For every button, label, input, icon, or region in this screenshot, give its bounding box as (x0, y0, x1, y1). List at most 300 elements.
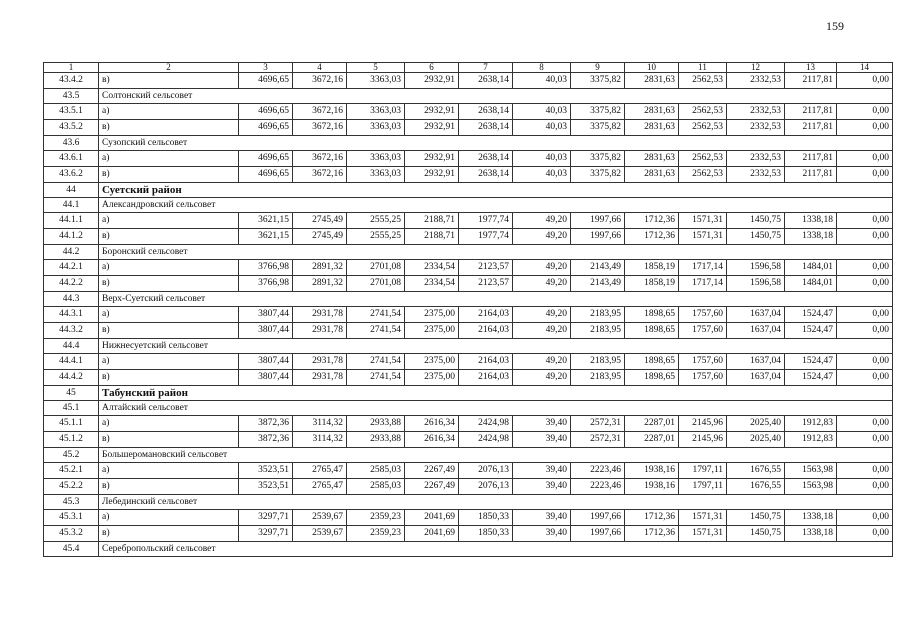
value-cell: 3523,51 (239, 479, 293, 495)
row-point: а) (99, 260, 239, 276)
value-cell: 2741,54 (347, 323, 405, 339)
value-cell: 3363,03 (347, 151, 405, 167)
district-name: Суетский район (99, 183, 893, 198)
council-name: Солтонский сельсовет (99, 89, 893, 104)
value-cell: 39,40 (513, 432, 571, 448)
value-cell: 39,40 (513, 416, 571, 432)
value-cell: 1712,36 (625, 526, 679, 542)
value-cell: 2143,49 (571, 260, 625, 276)
value-cell: 2143,49 (571, 276, 625, 292)
value-cell: 3375,82 (571, 104, 625, 120)
row-code: 43.5 (44, 89, 99, 104)
table-row (44, 416, 893, 432)
value-cell: 2931,78 (293, 323, 347, 339)
value-cell: 0,00 (837, 416, 893, 432)
value-cell: 0,00 (837, 307, 893, 323)
column-number-header: 14 (837, 63, 893, 73)
value-cell: 2332,53 (727, 73, 785, 89)
value-cell: 1797,11 (679, 479, 727, 495)
row-code: 45.1 (44, 401, 99, 416)
value-cell: 2183,95 (571, 307, 625, 323)
value-cell: 2359,23 (347, 510, 405, 526)
council-name: Алтайский сельсовет (99, 401, 893, 416)
table-row (44, 260, 893, 276)
row-code: 45 (44, 386, 99, 401)
value-cell: 2539,67 (293, 526, 347, 542)
value-cell: 2183,95 (571, 370, 625, 386)
table-row (44, 307, 893, 323)
value-cell: 2164,03 (459, 307, 513, 323)
value-cell: 40,03 (513, 73, 571, 89)
row-code: 44.2.2 (44, 276, 99, 292)
value-cell: 1637,04 (727, 323, 785, 339)
value-cell: 2332,53 (727, 151, 785, 167)
value-cell: 1850,33 (459, 510, 513, 526)
value-cell: 2638,14 (459, 151, 513, 167)
value-cell: 1850,33 (459, 526, 513, 542)
column-number-header: 1 (44, 63, 99, 73)
value-cell: 40,03 (513, 104, 571, 120)
value-cell: 1571,31 (679, 510, 727, 526)
value-cell: 2562,53 (679, 73, 727, 89)
value-cell: 0,00 (837, 276, 893, 292)
value-cell: 1977,74 (459, 213, 513, 229)
value-cell: 2117,81 (785, 73, 837, 89)
row-code: 43.5.1 (44, 104, 99, 120)
value-cell: 1571,31 (679, 229, 727, 245)
value-cell: 1938,16 (625, 463, 679, 479)
row-code: 45.1.2 (44, 432, 99, 448)
value-cell: 2123,57 (459, 276, 513, 292)
value-cell: 39,40 (513, 510, 571, 526)
row-point: а) (99, 104, 239, 120)
value-cell: 2931,78 (293, 370, 347, 386)
council-name: Нижнесуетский сельсовет (99, 339, 893, 354)
row-point: в) (99, 167, 239, 183)
value-cell: 2562,53 (679, 104, 727, 120)
column-number-header: 10 (625, 63, 679, 73)
value-cell: 2424,98 (459, 432, 513, 448)
value-cell: 2741,54 (347, 307, 405, 323)
value-cell: 2741,54 (347, 354, 405, 370)
council-row (44, 136, 893, 151)
value-cell: 2117,81 (785, 120, 837, 136)
row-code: 44.3.2 (44, 323, 99, 339)
row-point: а) (99, 307, 239, 323)
council-row (44, 245, 893, 260)
value-cell: 2638,14 (459, 73, 513, 89)
value-cell: 2164,03 (459, 354, 513, 370)
value-cell: 2562,53 (679, 151, 727, 167)
value-cell: 2701,08 (347, 260, 405, 276)
table-row (44, 463, 893, 479)
table-row (44, 510, 893, 526)
council-name: Верх-Суетский сельсовет (99, 292, 893, 307)
value-cell: 1524,47 (785, 307, 837, 323)
value-cell: 3872,36 (239, 432, 293, 448)
value-cell: 2332,53 (727, 104, 785, 120)
column-number-header: 9 (571, 63, 625, 73)
council-row (44, 401, 893, 416)
value-cell: 2076,13 (459, 463, 513, 479)
value-cell: 3807,44 (239, 323, 293, 339)
row-code: 44.3.1 (44, 307, 99, 323)
value-cell: 39,40 (513, 463, 571, 479)
row-point: а) (99, 463, 239, 479)
value-cell: 2123,57 (459, 260, 513, 276)
row-point: в) (99, 323, 239, 339)
value-cell: 2933,88 (347, 416, 405, 432)
value-cell: 3375,82 (571, 73, 625, 89)
column-number-header: 8 (513, 63, 571, 73)
value-cell: 3363,03 (347, 167, 405, 183)
value-cell: 2117,81 (785, 151, 837, 167)
value-cell: 1757,60 (679, 307, 727, 323)
value-cell: 1450,75 (727, 526, 785, 542)
column-number-header: 2 (99, 63, 239, 73)
value-cell: 1338,18 (785, 213, 837, 229)
column-number-header: 11 (679, 63, 727, 73)
value-cell: 1338,18 (785, 229, 837, 245)
council-row (44, 198, 893, 213)
value-cell: 3297,71 (239, 526, 293, 542)
value-cell: 1717,14 (679, 276, 727, 292)
value-cell: 40,03 (513, 167, 571, 183)
district-row (44, 183, 893, 198)
value-cell: 1637,04 (727, 307, 785, 323)
value-cell: 49,20 (513, 260, 571, 276)
value-cell: 1757,60 (679, 354, 727, 370)
value-cell: 0,00 (837, 104, 893, 120)
column-number-header: 4 (293, 63, 347, 73)
value-cell: 1563,98 (785, 479, 837, 495)
value-cell: 3672,16 (293, 73, 347, 89)
column-number-header: 3 (239, 63, 293, 73)
row-point: в) (99, 120, 239, 136)
council-row (44, 89, 893, 104)
value-cell: 2831,63 (625, 167, 679, 183)
value-cell: 1717,14 (679, 260, 727, 276)
value-cell: 2932,91 (405, 151, 459, 167)
value-cell: 2616,34 (405, 416, 459, 432)
value-cell: 1524,47 (785, 354, 837, 370)
value-cell: 0,00 (837, 73, 893, 89)
value-cell: 4696,65 (239, 120, 293, 136)
value-cell: 2741,54 (347, 370, 405, 386)
row-point: в) (99, 370, 239, 386)
value-cell: 2539,67 (293, 510, 347, 526)
row-code: 44.4.2 (44, 370, 99, 386)
value-cell: 3523,51 (239, 463, 293, 479)
value-cell: 1912,83 (785, 416, 837, 432)
row-point: в) (99, 432, 239, 448)
value-cell: 2765,47 (293, 463, 347, 479)
value-cell: 2562,53 (679, 167, 727, 183)
row-point: в) (99, 276, 239, 292)
value-cell: 3375,82 (571, 151, 625, 167)
value-cell: 1757,60 (679, 370, 727, 386)
value-cell: 2931,78 (293, 354, 347, 370)
table-row (44, 432, 893, 448)
value-cell: 1676,55 (727, 479, 785, 495)
value-cell: 3114,32 (293, 432, 347, 448)
table-row (44, 73, 893, 89)
row-code: 45.2.1 (44, 463, 99, 479)
value-cell: 4696,65 (239, 104, 293, 120)
value-cell: 2025,40 (727, 432, 785, 448)
value-cell: 3114,32 (293, 416, 347, 432)
value-cell: 1524,47 (785, 323, 837, 339)
value-cell: 1938,16 (625, 479, 679, 495)
row-code: 45.3.2 (44, 526, 99, 542)
value-cell: 1484,01 (785, 276, 837, 292)
table-row (44, 151, 893, 167)
value-cell: 1563,98 (785, 463, 837, 479)
row-code: 43.6.2 (44, 167, 99, 183)
value-cell: 49,20 (513, 276, 571, 292)
value-cell: 3363,03 (347, 120, 405, 136)
value-cell: 0,00 (837, 354, 893, 370)
council-row (44, 292, 893, 307)
row-point: а) (99, 151, 239, 167)
value-cell: 4696,65 (239, 151, 293, 167)
council-row (44, 339, 893, 354)
council-row (44, 495, 893, 510)
value-cell: 2183,95 (571, 354, 625, 370)
value-cell: 3672,16 (293, 167, 347, 183)
value-cell: 1450,75 (727, 510, 785, 526)
value-cell: 2891,32 (293, 260, 347, 276)
value-cell: 2638,14 (459, 120, 513, 136)
value-cell: 40,03 (513, 151, 571, 167)
council-name: Серебропольский сельсовет (99, 542, 893, 557)
value-cell: 2164,03 (459, 370, 513, 386)
row-point: в) (99, 229, 239, 245)
value-cell: 2223,46 (571, 463, 625, 479)
value-cell: 39,40 (513, 526, 571, 542)
value-cell: 2267,49 (405, 479, 459, 495)
value-cell: 2183,95 (571, 323, 625, 339)
value-cell: 2117,81 (785, 104, 837, 120)
value-cell: 0,00 (837, 260, 893, 276)
value-cell: 3621,15 (239, 229, 293, 245)
value-cell: 2831,63 (625, 120, 679, 136)
value-cell: 49,20 (513, 323, 571, 339)
value-cell: 2831,63 (625, 151, 679, 167)
value-cell: 2932,91 (405, 73, 459, 89)
value-cell: 2188,71 (405, 229, 459, 245)
value-cell: 1898,65 (625, 370, 679, 386)
value-cell: 2555,25 (347, 229, 405, 245)
value-cell: 2164,03 (459, 323, 513, 339)
council-row (44, 542, 893, 557)
value-cell: 1712,36 (625, 229, 679, 245)
council-name: Александровский сельсовет (99, 198, 893, 213)
table-row (44, 479, 893, 495)
value-cell: 1858,19 (625, 260, 679, 276)
value-cell: 1637,04 (727, 370, 785, 386)
value-cell: 49,20 (513, 213, 571, 229)
value-cell: 2931,78 (293, 307, 347, 323)
value-cell: 2332,53 (727, 167, 785, 183)
row-code: 45.3.1 (44, 510, 99, 526)
value-cell: 1676,55 (727, 463, 785, 479)
value-cell: 2424,98 (459, 416, 513, 432)
value-cell: 2287,01 (625, 432, 679, 448)
value-cell: 1797,11 (679, 463, 727, 479)
value-cell: 49,20 (513, 354, 571, 370)
council-row (44, 448, 893, 463)
value-cell: 1450,75 (727, 229, 785, 245)
value-cell: 1571,31 (679, 526, 727, 542)
page-number: 159 (826, 19, 844, 33)
value-cell: 1637,04 (727, 354, 785, 370)
value-cell: 4696,65 (239, 167, 293, 183)
table-row (44, 370, 893, 386)
value-cell: 1757,60 (679, 323, 727, 339)
row-point: а) (99, 213, 239, 229)
value-cell: 2616,34 (405, 432, 459, 448)
value-cell: 2891,32 (293, 276, 347, 292)
value-cell: 3297,71 (239, 510, 293, 526)
row-code: 44.1.1 (44, 213, 99, 229)
value-cell: 2572,31 (571, 416, 625, 432)
row-code: 44.2.1 (44, 260, 99, 276)
value-cell: 2267,49 (405, 463, 459, 479)
row-code: 44 (44, 183, 99, 198)
row-code: 43.6 (44, 136, 99, 151)
table-row (44, 229, 893, 245)
row-code: 44.4 (44, 339, 99, 354)
value-cell: 1450,75 (727, 213, 785, 229)
tariff-table (43, 62, 893, 557)
value-cell: 2585,03 (347, 479, 405, 495)
district-row (44, 386, 893, 401)
value-cell: 1997,66 (571, 510, 625, 526)
value-cell: 49,20 (513, 307, 571, 323)
value-cell: 2145,96 (679, 416, 727, 432)
value-cell: 0,00 (837, 323, 893, 339)
value-cell: 3672,16 (293, 104, 347, 120)
row-point: а) (99, 416, 239, 432)
value-cell: 3363,03 (347, 73, 405, 89)
value-cell: 0,00 (837, 213, 893, 229)
value-cell: 2145,96 (679, 432, 727, 448)
row-code: 43.4.2 (44, 73, 99, 89)
council-name: Сузопский сельсовет (99, 136, 893, 151)
value-cell: 2287,01 (625, 416, 679, 432)
row-point: в) (99, 479, 239, 495)
value-cell: 3375,82 (571, 120, 625, 136)
row-point: в) (99, 526, 239, 542)
value-cell: 2585,03 (347, 463, 405, 479)
table-row (44, 213, 893, 229)
value-cell: 2555,25 (347, 213, 405, 229)
row-code: 45.1.1 (44, 416, 99, 432)
value-cell: 0,00 (837, 167, 893, 183)
value-cell: 49,20 (513, 229, 571, 245)
value-cell: 1338,18 (785, 526, 837, 542)
column-number-header: 7 (459, 63, 513, 73)
value-cell: 1524,47 (785, 370, 837, 386)
council-name: Лебединский сельсовет (99, 495, 893, 510)
column-number-header: 6 (405, 63, 459, 73)
value-cell: 1571,31 (679, 213, 727, 229)
value-cell: 2745,49 (293, 229, 347, 245)
value-cell: 2638,14 (459, 167, 513, 183)
row-point: в) (99, 73, 239, 89)
value-cell: 2932,91 (405, 104, 459, 120)
value-cell: 3375,82 (571, 167, 625, 183)
value-cell: 2375,00 (405, 370, 459, 386)
row-code: 45.2.2 (44, 479, 99, 495)
table-row (44, 323, 893, 339)
value-cell: 40,03 (513, 120, 571, 136)
council-name: Боронский сельсовет (99, 245, 893, 260)
value-cell: 3766,98 (239, 260, 293, 276)
value-cell: 1484,01 (785, 260, 837, 276)
table-row (44, 354, 893, 370)
value-cell: 3807,44 (239, 354, 293, 370)
value-cell: 1596,58 (727, 276, 785, 292)
value-cell: 2572,31 (571, 432, 625, 448)
value-cell: 2745,49 (293, 213, 347, 229)
value-cell: 2375,00 (405, 354, 459, 370)
value-cell: 1997,66 (571, 213, 625, 229)
value-cell: 2375,00 (405, 307, 459, 323)
value-cell: 3621,15 (239, 213, 293, 229)
row-point: а) (99, 510, 239, 526)
table-row (44, 526, 893, 542)
value-cell: 3672,16 (293, 120, 347, 136)
value-cell: 0,00 (837, 463, 893, 479)
value-cell: 1977,74 (459, 229, 513, 245)
value-cell: 1858,19 (625, 276, 679, 292)
value-cell: 3807,44 (239, 370, 293, 386)
value-cell: 3766,98 (239, 276, 293, 292)
value-cell: 2076,13 (459, 479, 513, 495)
value-cell: 2223,46 (571, 479, 625, 495)
value-cell: 1712,36 (625, 510, 679, 526)
value-cell: 0,00 (837, 479, 893, 495)
row-code: 44.1 (44, 198, 99, 213)
row-code: 45.4 (44, 542, 99, 557)
value-cell: 1898,65 (625, 354, 679, 370)
table-header-row (44, 63, 893, 73)
value-cell: 1596,58 (727, 260, 785, 276)
table-row (44, 167, 893, 183)
value-cell: 49,20 (513, 370, 571, 386)
table-row (44, 276, 893, 292)
value-cell: 2932,91 (405, 167, 459, 183)
value-cell: 1712,36 (625, 213, 679, 229)
value-cell: 2188,71 (405, 213, 459, 229)
value-cell: 2332,53 (727, 120, 785, 136)
column-number-header: 12 (727, 63, 785, 73)
value-cell: 1898,65 (625, 307, 679, 323)
value-cell: 2765,47 (293, 479, 347, 495)
value-cell: 2638,14 (459, 104, 513, 120)
row-code: 43.6.1 (44, 151, 99, 167)
row-code: 44.3 (44, 292, 99, 307)
value-cell: 1912,83 (785, 432, 837, 448)
value-cell: 2359,23 (347, 526, 405, 542)
value-cell: 3363,03 (347, 104, 405, 120)
value-cell: 3672,16 (293, 151, 347, 167)
district-name: Табунский район (99, 386, 893, 401)
value-cell: 2562,53 (679, 120, 727, 136)
value-cell: 0,00 (837, 432, 893, 448)
